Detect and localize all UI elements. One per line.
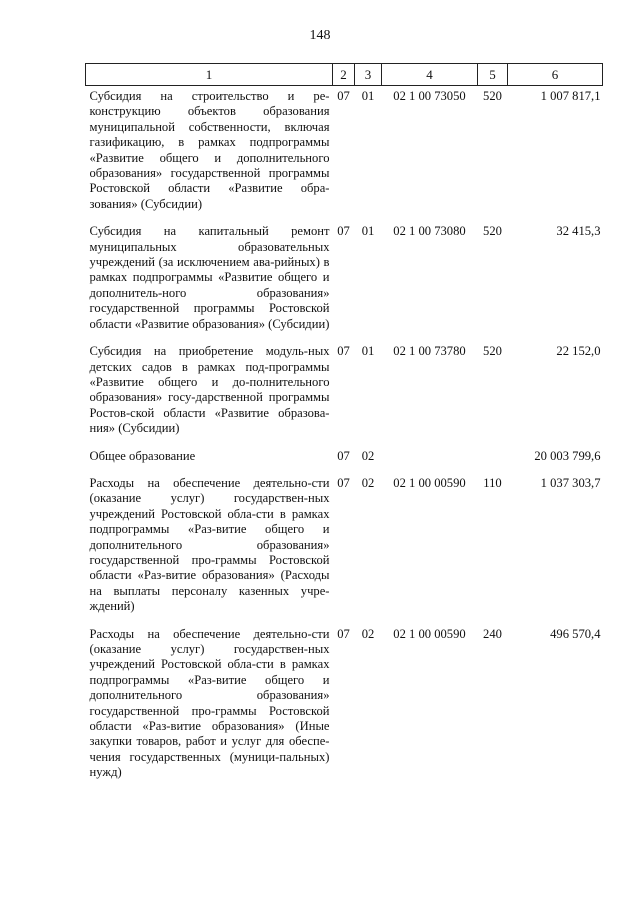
row-section-code: 07 xyxy=(337,344,350,359)
header-col-4: 4 xyxy=(382,64,478,86)
row-subsection-code: 01 xyxy=(361,89,375,103)
table-row xyxy=(86,221,603,341)
row-description: Субсидия на капитальный ремонт муниципальных образовательных учреждений (за исключением ава-рийных) в рамках подпрограммы «Развитие общего и дополнитель-ного образования» государственной программы Ростовской области «Развитие образования» (Субсидии) xyxy=(89,224,330,331)
row-amount: 22 152,0 xyxy=(556,344,601,359)
table-body xyxy=(86,86,603,790)
row-section-code: 07 xyxy=(337,626,350,641)
row-subsection-code: 01 xyxy=(361,224,375,239)
row-expense-type xyxy=(478,446,508,473)
row-amount: 32 415,3 xyxy=(556,224,601,239)
header-col-5: 5 xyxy=(478,64,508,86)
row-target-article: 02 1 00 73080 xyxy=(393,224,466,239)
row-target-article xyxy=(382,446,478,473)
table-row xyxy=(86,86,603,222)
table-row xyxy=(86,624,603,790)
row-description: Общее образование xyxy=(89,448,196,463)
header-col-1: 1 xyxy=(86,64,333,86)
row-target-article: 02 1 00 00590 xyxy=(393,626,466,641)
row-section-code: 07 xyxy=(337,448,350,463)
row-subsection-code: 02 xyxy=(361,626,375,641)
row-amount: 1 007 817,1 xyxy=(540,89,601,103)
row-section-code: 07 xyxy=(337,475,350,490)
row-target-article: 02 1 00 73050 xyxy=(393,89,466,103)
row-expense-type: 520 xyxy=(483,344,502,359)
row-description: Субсидия на приобретение модуль-ных детских садов в рамках под-программы «Развитие общего и до-полнительного образования» госу-дарственной программы Ростов-ской области «Развитие образова-ния» (Субсидии) xyxy=(89,344,330,436)
row-amount: 1 037 303,7 xyxy=(540,475,601,490)
header-col-2: 2 xyxy=(333,64,355,86)
row-description: Расходы на обеспечение деятельно-сти (оказание услуг) государствен-ных учреждений Ростовской обла-сти в рамках подпрограммы «Раз-витие общего и дополнительного образования» государственной про-граммы Ростовской области «Раз-витие образования» (Расходы на выплаты персоналу казенных учре-ждений) xyxy=(89,475,330,614)
row-subsection-code: 02 xyxy=(361,448,375,463)
row-amount: 20 003 799,6 xyxy=(534,448,601,463)
row-amount: 496 570,4 xyxy=(550,626,601,641)
row-expense-type: 520 xyxy=(483,89,502,103)
table-row xyxy=(86,473,603,624)
row-description: Расходы на обеспечение деятельно-сти (оказание услуг) государствен-ных учреждений Ростовской обла-сти в рамках подпрограммы «Раз-витие общего и дополнительного образования» государственной про-граммы Ростовской области «Раз-витие образования» (Иные закупки товаров, работ и услуг для обеспе-чения государственных (муници-пальных) нужд) xyxy=(89,626,330,780)
page-number: 148 xyxy=(309,28,331,43)
row-subsection-code: 01 xyxy=(361,344,375,359)
row-target-article: 02 1 00 00590 xyxy=(393,475,466,490)
row-section-code: 07 xyxy=(337,89,350,103)
table-row xyxy=(86,446,603,473)
row-expense-type: 110 xyxy=(483,475,502,490)
row-target-article: 02 1 00 73780 xyxy=(393,344,466,359)
table-header xyxy=(86,64,603,86)
header-row xyxy=(86,64,603,86)
row-expense-type: 520 xyxy=(483,224,502,239)
row-description: Субсидия на строительство и ре-конструкцию объектов образования муниципальной собственности, включая газификацию, в рамках подпрограммы «Развитие общего и дополнительного образования» государственной программы Ростовской области «Развитие обра-зования» (Субсидии) xyxy=(89,89,330,211)
budget-table xyxy=(85,63,603,790)
header-col-3: 3 xyxy=(355,64,382,86)
row-expense-type: 240 xyxy=(483,626,502,641)
table-row xyxy=(86,341,603,445)
header-col-6: 6 xyxy=(508,64,603,86)
row-subsection-code: 02 xyxy=(361,475,375,490)
row-section-code: 07 xyxy=(337,224,350,239)
